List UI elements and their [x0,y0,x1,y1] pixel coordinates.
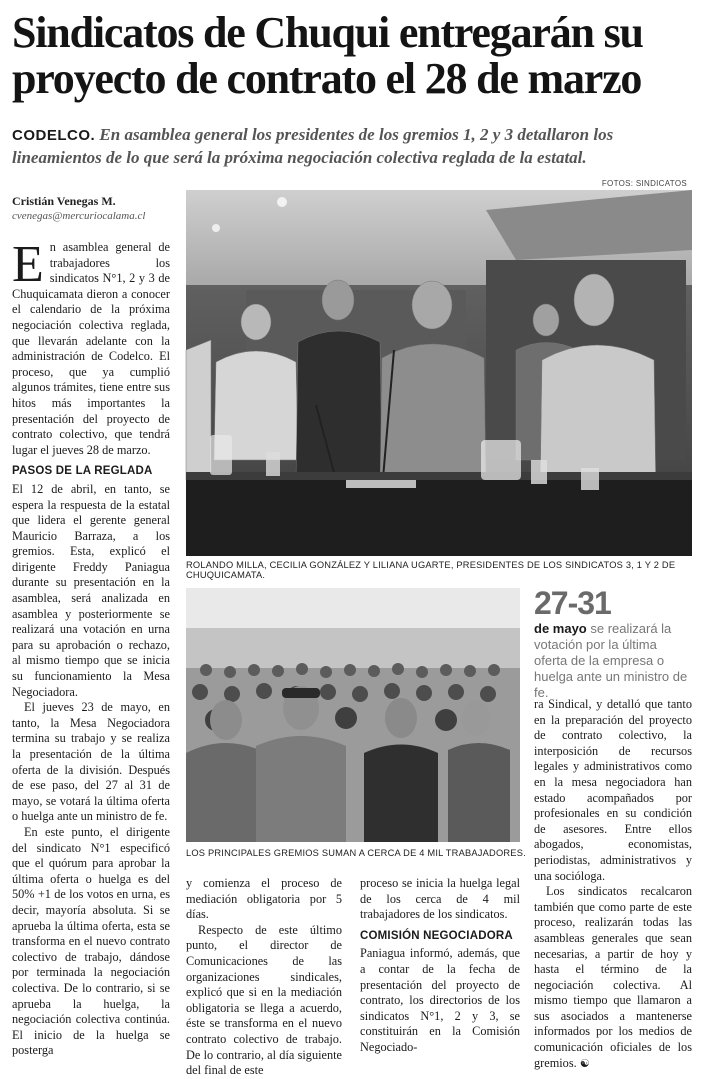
pull-quote-text [534,621,692,701]
col3-paragraph-1: proceso se inicia la huelga legal de los cerca de 4 mil trabajadores de los sindicatos. [360,876,520,922]
deck-text: En asamblea general los presidentes de los gremios 1, 2 y 3 detallaron los lineamientos de lo que será la próxima negociación colectiva reglada de la estatal. [12,125,614,167]
col3-paragraph-2: Paniagua informó, además, que a contar de la fecha de presentación del proyecto de contrato, los directorios de los sindicatos N°1, 2 y 3, se constituirán en la Comisión Negociado- [360,946,520,1054]
byline-email[interactable]: cvenegas@mercuriocalama.cl [12,210,146,222]
col4-paragraph-2 [534,884,692,1071]
pull-quote-body: se realizará la votación por la última oferta de la empresa o huelga ante un ministro de fe. [534,621,688,700]
col1-paragraph-1 [12,236,170,458]
col1-paragraph-4: En este punto, el dirigente del sindicato N°1 especificó que el quórum para aprobar la última oferta o huelga es del 50% +1 de los votos en urna, es decir, mayoría absoluta. Si se aprueba la última oferta, esta se transforma en el nuevo contrato colectivo de trabajo, dándose por terminada la negociación colectiva. De lo contrario, si se aprueba la huelga, la negociación colectiva continúa. El inicio de la huelga se posterga [12,824,170,1058]
assembly-photo [186,588,520,842]
col2-paragraph-2: Respecto de este último punto, el director de Comunicaciones de las organizaciones sindicales, explicó que si en la mediación obligatoria se llega a acuerdo, éste se transforma en el nuevo contrato colectivo de trabajo. De lo contrario, al día siguiente del final de este [186,922,342,1078]
assembly-caption: LOS PRINCIPALES GREMIOS SUMAN A CERCA DE 4 MIL TRABAJADORES. [186,848,526,858]
column-2 [186,876,342,1079]
col1-subheading: PASOS DE LA REGLADA [12,465,153,478]
press-conference-photo [186,190,692,556]
press-conference-illustration [186,190,692,556]
press-conference-caption: ROLANDO MILLA, CECILIA GONZÁLEZ Y LILIANA UGARTE, PRESIDENTES DE LOS SINDICATOS 3, 1 Y 2 DE CHUQUICAMATA. [186,560,676,580]
col4-paragraph-2-text: Los sindicatos recalcaron también que como parte de este proceso, realizarán todas las asambleas generales que sean necesarias, a partir de hoy y hasta el término de la negociación colectiva. Al mismo tiempo que llamaron a sus asociados a mantenerse informados por los medios de comunicación oficiales de los gremios. [534,884,692,1070]
byline-author: Cristián Venegas M. [12,194,116,208]
column-1 [12,236,170,1059]
photo-credit: FOTOS: SINDICATOS [601,179,687,188]
end-mark-icon: ☯ [579,1056,590,1070]
col4-paragraph-1: ra Sindical, y detalló que tanto en la preparación del proyecto de contrato colectivo, la interposición de recursos legales y administrativos como en la mesa negociadora han estado acompañados por profesionales en su condición de asesores. Entre ellos abogados, economistas, periodistas, administrativos y una socióloga. [534,697,692,883]
col3-subheading: COMISIÓN NEGOCIADORA [360,929,513,942]
column-3 [360,876,520,1056]
drop-cap: E [12,236,44,293]
col1-paragraph-1-text: n asamblea general de trabajadores los sindicatos N°1, 2 y 3 de Chuquicamata dieron a conocer el calendario de la próxima negociación colectiva reglada, que llevarán adelante con la administración de Codelco. El proceso, que ya cumplió algunos trámites, tiene entre sus hitos más importantes la presentación del proyecto de contrato colectivo, que tendrá lugar el jueves 28 de marzo. [12,240,170,457]
assembly-illustration [186,588,520,842]
column-4 [534,697,692,1071]
pull-quote [534,585,692,701]
pull-quote-lead: de mayo [534,621,587,636]
deck-kicker: CODELCO. [12,127,96,144]
col2-paragraph-1: y comienza el proceso de mediación obligatoria por 5 días. [186,876,342,922]
deck [12,124,692,169]
headline: Sindicatos de Chuqui entregarán su proyecto de contrato el 28 de marzo [12,8,643,103]
pull-quote-number: 27-31 [534,585,611,621]
col1-paragraph-2: El 12 de abril, en tanto, se espera la respuesta de la estatal que lidera el gerente general Mauricio Barraza, a los gremios. Esta, explicó el dirigente Freddy Paniagua durante su presentación en la asamblea, será analizada en asamblea y posteriormente se realizará una votación en urna para su aprobación o rechazo, al mismo tiempo que se inicia su funcionamiento la Mesa Negociadora. [12,481,170,699]
col1-paragraph-3: El jueves 23 de mayo, en tanto, la Mesa Negociadora termina su trabajo y se realiza la presentación de la última oferta de la división. Después de ese paso, del 27 al 31 de mayo, se votará la última oferta o huelga ante un ministro de fe. [12,700,170,824]
